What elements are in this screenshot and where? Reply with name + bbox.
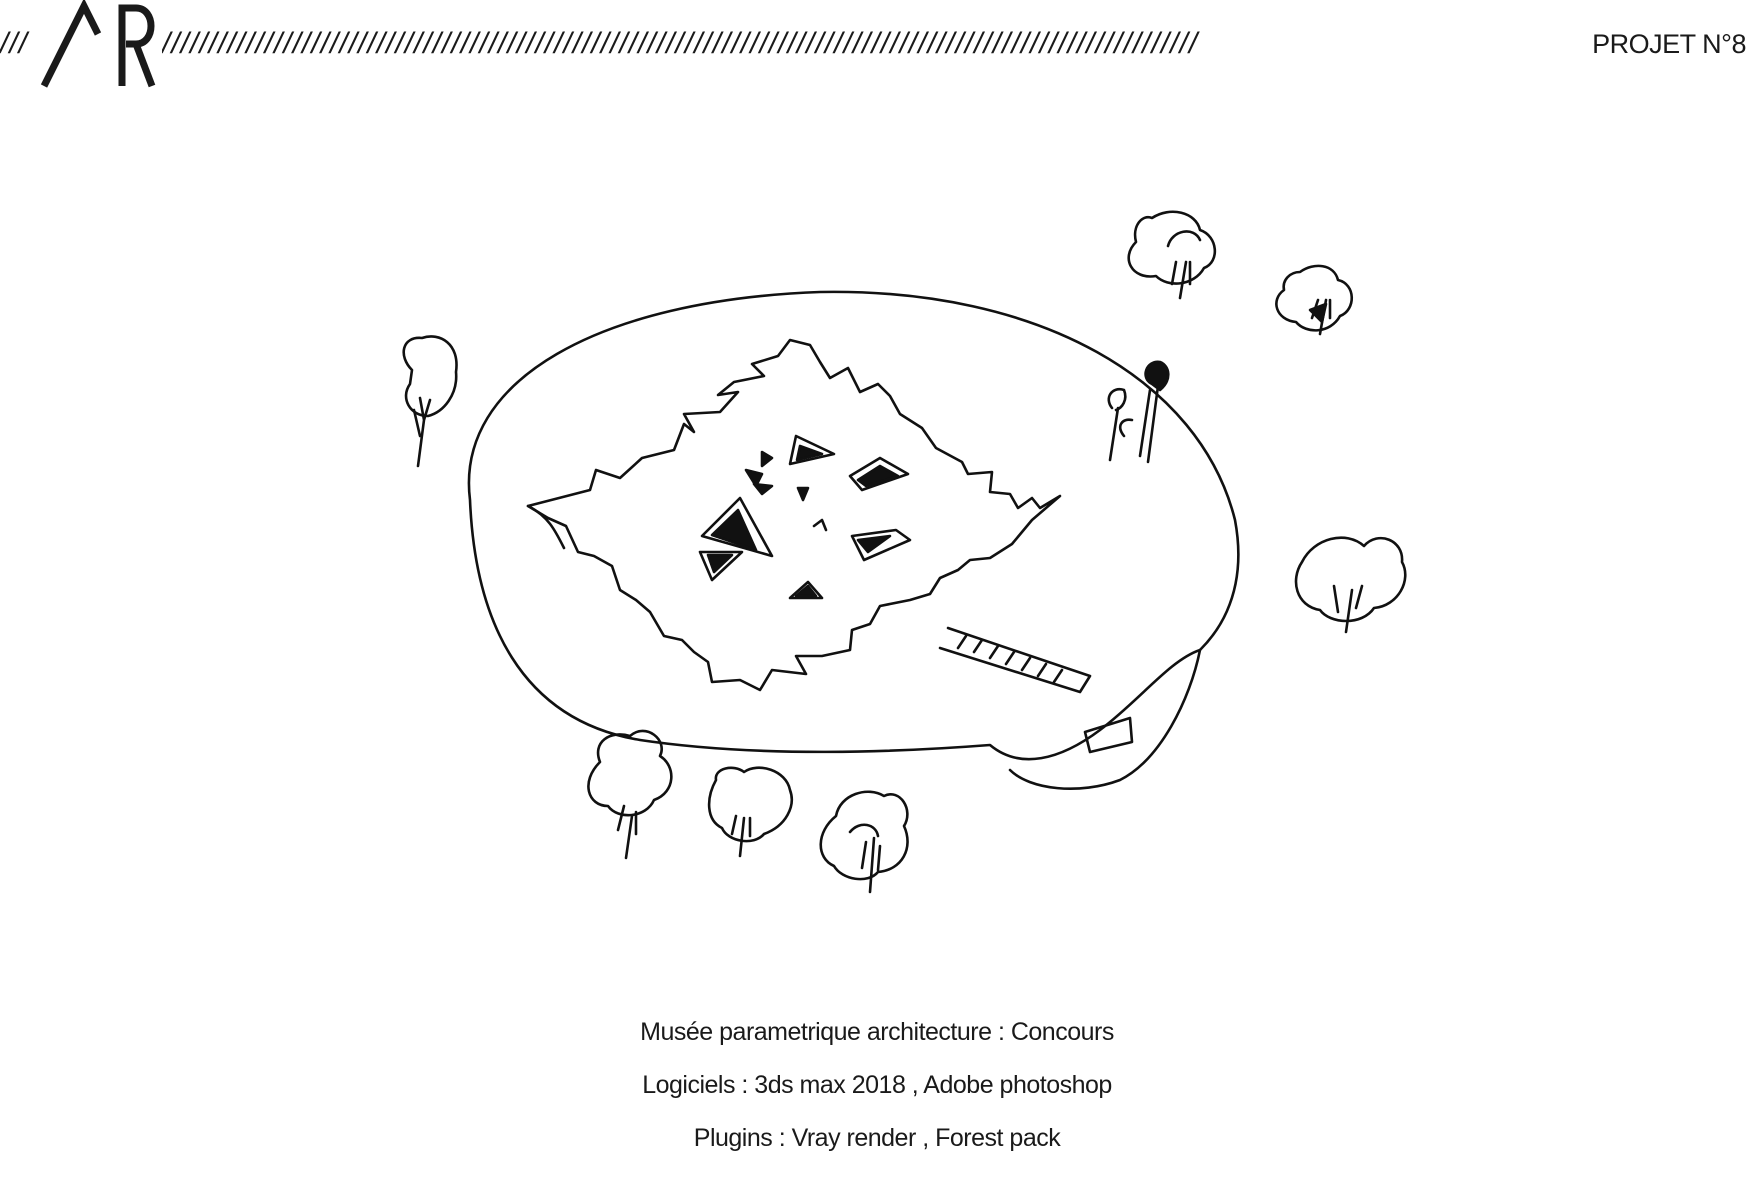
tree-palm-pair: [1109, 362, 1168, 462]
header-slash-rule-right: ///////////////////////////////////////////////////////////////////////////////////////////////////////////////: [162, 27, 1199, 60]
caption-plugins: Plugins : Vray render , Forest pack: [693, 1124, 1061, 1152]
tree-bottom-b: [709, 768, 792, 856]
skylight-mid: [814, 520, 826, 530]
site-oval-outline: [469, 292, 1238, 759]
tree-top-a: [1129, 212, 1215, 298]
tree-left: [404, 336, 457, 466]
entry-ramp: [940, 628, 1090, 692]
project-number-label: PROJET N°8: [1592, 29, 1746, 59]
tree-bottom-a: [588, 731, 671, 858]
caption-project-title: Musée parametrique architecture : Concours: [640, 1018, 1114, 1046]
roof-left-tail: [528, 506, 564, 548]
parametric-roof-outline: [528, 340, 1060, 690]
header-slash-rule-left: ///: [0, 27, 29, 60]
tree-bottom-c: [821, 792, 908, 892]
tree-top-b: [1276, 266, 1351, 334]
tree-right: [1296, 538, 1405, 632]
site-oval-lip: [1010, 650, 1200, 789]
caption-software: Logiciels : 3ds max 2018 , Adobe photoshop: [642, 1071, 1112, 1099]
